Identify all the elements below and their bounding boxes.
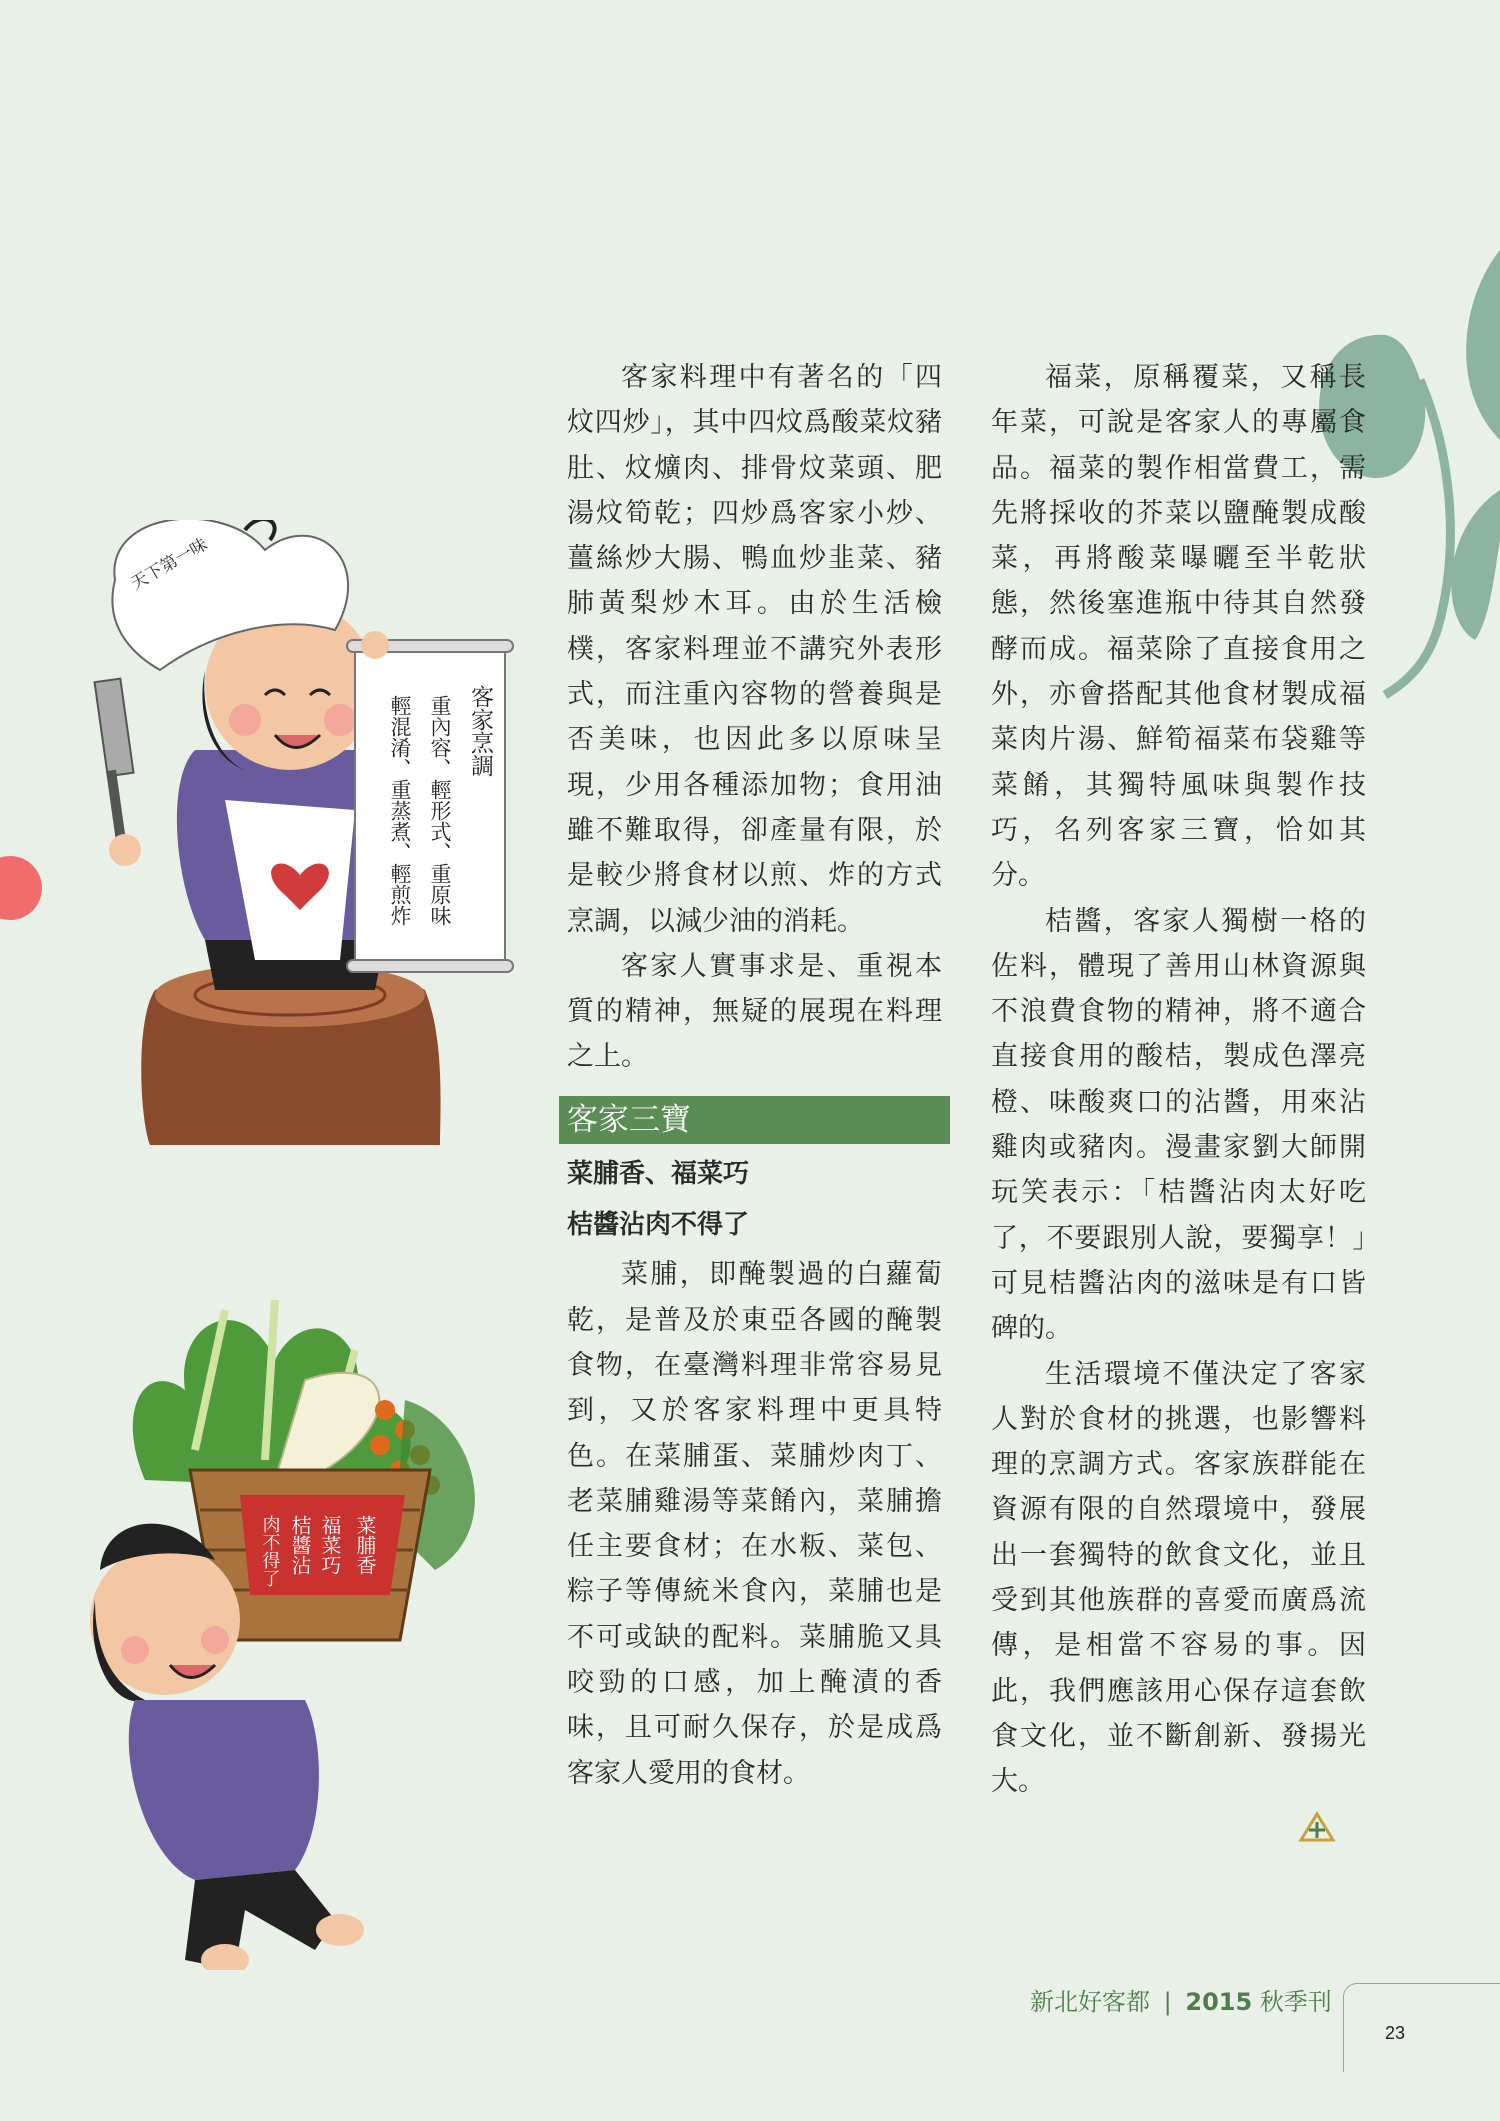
- scroll-line-1: 重內容、輕形式、重原味: [428, 695, 452, 926]
- basket-text-mid2: 桔醬沾: [288, 1515, 312, 1575]
- text-column-left: [567, 355, 942, 1796]
- paragraph-caipu: 菜脯，即醃製過的白蘿蔔乾，是普及於東亞各國的醃製食物，在臺灣料理非常容易見到，又於客家料理中更具特色。在菜脯蛋、菜脯炒肉丁、老菜脯雞湯等菜餚內，菜脯擔任主要食材；在水粄、菜包、粽子等傳統米食內，菜脯也是不可或缺的配料。菜脯脆又具咬勁的口感，加上醃漬的香味，且可耐久保存，於是成爲客家人愛用的食材。: [567, 1259, 942, 1789]
- paragraph-jujiang: 桔醬，客家人獨樹一格的佐料，體現了善用山林資源與不浪費食物的精神，將不適合直接食用的酸桔，製成色澤亮橙、味酸爽口的沾醬，用來沾雞肉或豬肉。漫畫家劉大師開玩笑表示：「桔醬沾肉太好吃了，不要跟別人說，要獨享！」可見桔醬沾肉的滋味是有口皆碑的。: [991, 905, 1366, 1345]
- subheading-2: 桔醬沾肉不得了: [567, 1210, 750, 1241]
- paragraph-conclusion: 生活環境不僅決定了客家人對於食材的挑選，也影響料理的烹調方式。客家族群能在資源有限的自然環境中，發展出一套獨特的飲食文化，並且受到其他族群的喜愛而廣爲流傳，是相當不容易的事。因此，我們應該用心保存這套飲食文化，並不斷創新、發揚光大。: [991, 1358, 1366, 1798]
- page-number-frame: [1343, 1983, 1500, 2072]
- basket-text-right: 菜脯香: [353, 1515, 377, 1575]
- section-heading: 客家三寶: [559, 1096, 950, 1144]
- basket-illustration: [75, 1270, 515, 1970]
- end-mark-icon: [1297, 1810, 1337, 1846]
- paragraph-hakka-spirit: 客家人實事求是、重視本質的精神，無疑的展現在料理之上。: [567, 950, 942, 1073]
- text-column-right: [991, 355, 1366, 1805]
- footer-issue-year: 2015: [1185, 1988, 1253, 2016]
- chef-hat-text: 天下第一味: [127, 534, 212, 595]
- basket-text-left: 肉不得了: [259, 1515, 281, 1587]
- scroll-title: 客家烹調: [467, 685, 493, 777]
- paragraph-four-dishes: 客家料理中有著名的「四炆四炒」，其中四炆爲酸菜炆豬肚、炆爌肉、排骨炆菜頭、肥湯炆筍乾；四炒爲客家小炒、薑絲炒大腸、鴨血炒韭菜、豬肺黃梨炒木耳。由於生活檢樸，客家料理並不講究外表形式，而注重內容物的營養與是否美味，也因此多以原味呈現，少用各種添加物；食用油雖不難取得，卻產量有限，於是較少將食材以煎、炸的方式烹調，以減少油的消耗。: [567, 362, 942, 937]
- scroll-line-2: 輕混淆、重蒸煮、輕煎炸: [388, 695, 412, 926]
- footer-publication: [1030, 1982, 1332, 2017]
- subheading-1: 菜脯香、福菜巧: [567, 1158, 750, 1189]
- page-number: 23: [1385, 2023, 1406, 2043]
- footer-issue-label: 秋季刊: [1259, 1988, 1332, 2016]
- red-dot-marker: [0, 856, 42, 920]
- chef-illustration: [85, 520, 545, 1145]
- basket-text-mid1: 福菜巧: [318, 1515, 342, 1575]
- paragraph-fucai: 福菜，原稱覆菜，又稱長年菜，可說是客家人的專屬食品。福菜的製作相當費工，需先將採收的芥菜以鹽醃製成酸菜，再將酸菜曝曬至半乾狀態，然後塞進瓶中待其自然發酵而成。福菜除了直接食用之外，亦會搭配其他食材製成福菜肉片湯、鮮筍福菜布袋雞等菜餚，其獨特風味與製作技巧，名列客家三寶，恰如其分。: [991, 362, 1366, 892]
- footer-brand-name: 新北好客都: [1030, 1988, 1150, 2016]
- footer-separator: |: [1163, 1988, 1172, 2016]
